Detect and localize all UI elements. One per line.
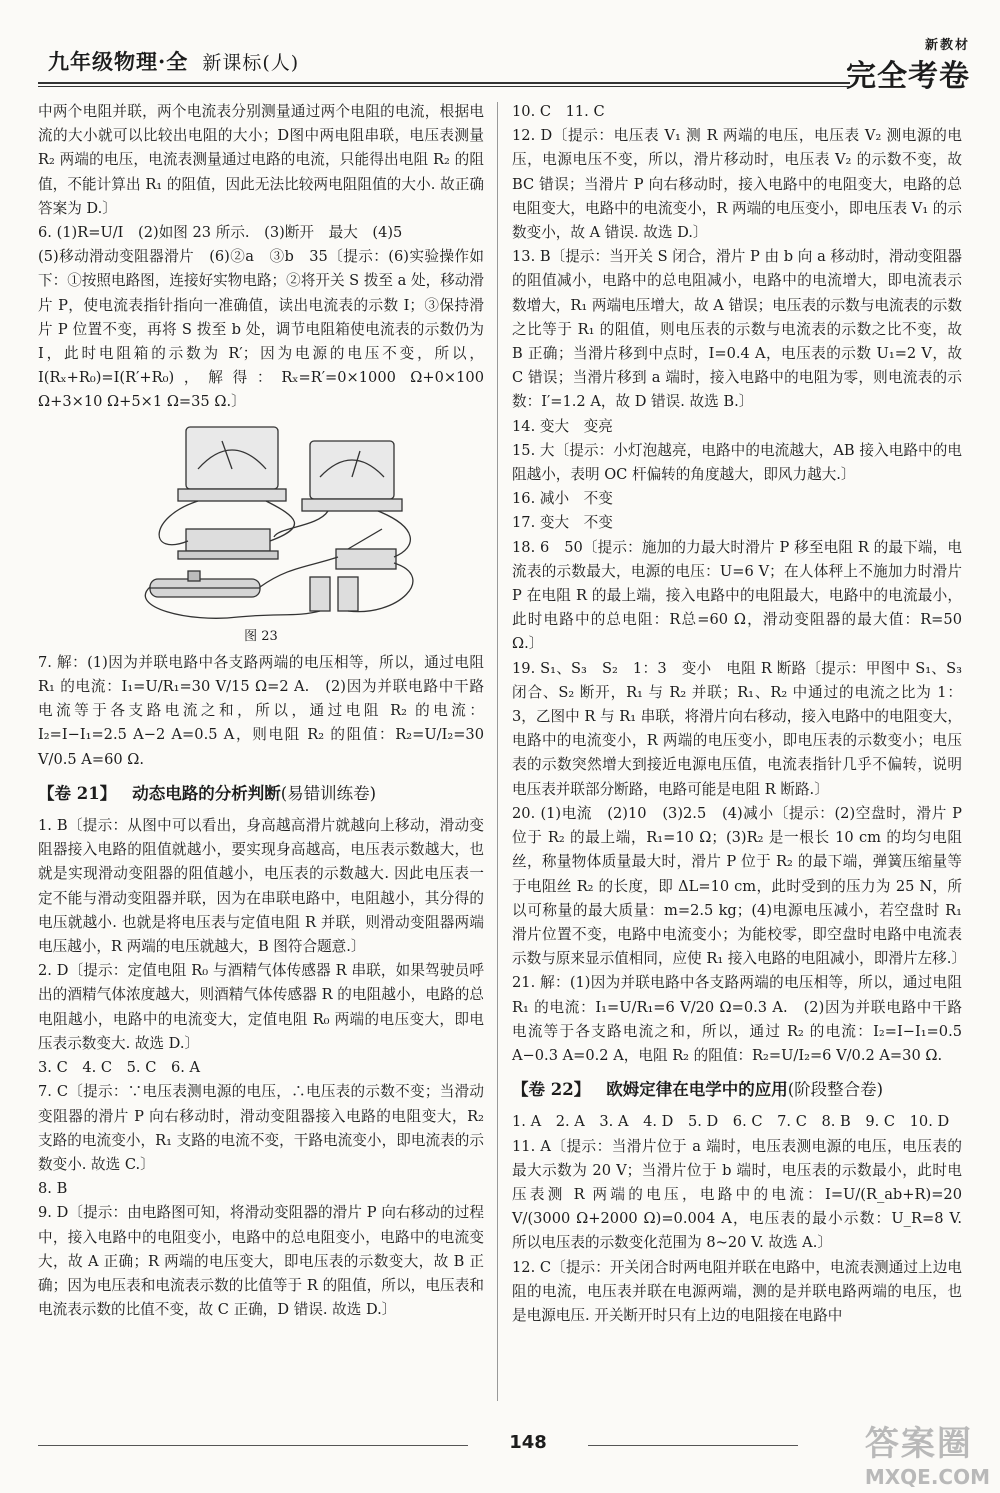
page-header bbox=[38, 40, 970, 100]
answer-item: 10. C 11. C bbox=[512, 103, 605, 120]
answer-item: 20. (1)电流 (2)10 (3)2.5 (4)减小〔提示：(2)空盘时，滑片 P 位于 R₂ 的最上端，R₁=10 Ω；(3)R₂ 是一根长 10 cm 的均匀电阻丝，称量物体质量最大时，滑片 P 位于 R₂ 的最下端，弹簧压缩量等于电阻丝 R₂ 的长度，即 ΔL=10 cm，此时受到的压力为 25 N，所以可称量的最大质量：m=2.5 kg；(4)电源电压减小，若空盘时 R₁ 滑片位置不变，电路中电流变小；为能校零，即空盘时电路中电流表示数与原来显示值相同，应使 R₁ 接入电路的电阻减小，即滑片左移.〕 bbox=[512, 804, 966, 968]
answer-item: 16. 减小 不变 bbox=[512, 490, 613, 508]
answer-item: 18. 6 50〔提示：施加的力最大时滑片 P 移至电阻 R 的最下端，电流表的示数最大，电源的电压：U=6 V；在人体秤上不施加力时滑片 P 在电阻 R 的最上端，接入电路中的电阻最大，电路中的电流最小，此时电路中的总电阻：R总=60 Ω，滑动变阻器的最大值：R=50 Ω.〕 bbox=[512, 538, 962, 653]
section-tag: (阶段整合卷) bbox=[787, 1080, 884, 1100]
section-title: 动态电路的分析判断 bbox=[132, 783, 281, 803]
section-tag: (易错训练卷) bbox=[280, 783, 377, 803]
answer-item: 9. D〔提示：由电路图可知，将滑动变阻器的滑片 P 向右移动的过程中，接入电路中的电阻变小，电路中的总电阻变小，电路中的电流变大，故 A 正确；R 两端的电压变大，即电压表的示数变大，故 B 正确；因为电压表和电流表示数的比值等于 R 的阻值，所以，电压表和电流表示数的比值不变，故 C 正确，D 错误. 故选 D.〕 bbox=[38, 1204, 484, 1319]
brand-logo bbox=[846, 34, 970, 95]
right-column bbox=[512, 100, 966, 1403]
answer-item: 21. 解：(1)因为并联电路中各支路两端的电压相等，所以，通过电阻 R₁ 的电流：I₁=U/R₁=6 V/20 Ω=0.3 A. (2)因为并联电路中干路电流等于各支路电流之和，所以，通过 R₂ 的电流：I₂=I−I₁=0.5 A−0.3 A=0.2 A，电阻 R₂ 的阻值：R₂=U/I₂=6 V/0.2 A=30 Ω. bbox=[512, 974, 962, 1064]
answer-item: 15. 大〔提示：小灯泡越亮，电路中的电流越大，AB 接入电路中的电阻越小，表明 OC 杆偏转的角度越大，即风力越大.〕 bbox=[512, 441, 962, 484]
footer-rule-right bbox=[588, 1445, 798, 1446]
answer-6-hint: (5)移动滑动变阻器滑片 (6)②a ③b 35〔提示：(6)实验操作如下：①按照电路图，连接好实物电路；②将开关 S 拨至 a 处，移动滑片 P，使电流表指针指向一准确值，读出电流表的示数 I；③保持滑片 P 位置不变，再将 S 拨至 b 处，调节电阻箱使电流表的示数仍为 I，此时电阻箱的示数为 R′；因为电源的电压不变，所以，I(Rₓ+R₀)=I(R′+R₀)，解得：Rₓ=R′=0×1000 Ω+0×100 Ω+3×10 Ω+5×1 Ω=35 Ω.〕 bbox=[38, 248, 484, 411]
section-number: 【卷 21】 bbox=[38, 783, 117, 803]
column-divider bbox=[497, 102, 498, 1401]
watermark bbox=[865, 1416, 990, 1489]
header-rule bbox=[38, 82, 850, 84]
section-title: 欧姆定律在电学中的应用 bbox=[606, 1080, 788, 1100]
answer-item: 13. B〔提示：当开关 S 闭合，滑片 P 由 b 向 a 移动时，滑动变阻器的阻值减小，电路中的总电阻减小，电路中的电流增大，即电流表示数增大，R₁ 两端电压增大，故 A 错误；电压表的示数与电流表的示数之比等于 R₁ 的阻值，则电压表的示数与电流表的示数之比不变，故 B 正确；当滑片移到中点时，I=0.4 A，电压表的示数 U₁=2 V，故 C 错误；当滑片移到 a 端时，接入电路中的电阻为零，则电流表的示数：I′=1.2 A，故 D 错误. 故选 B.〕 bbox=[512, 248, 962, 411]
answer-item: 3. C 4. C 5. C 6. A bbox=[38, 1059, 201, 1077]
circuit-figure bbox=[38, 417, 484, 625]
answer-item: 19. S₁、S₃ S₂ 1：3 变小 电阻 R 断路〔提示：甲图中 S₁、S₃ 闭合、S₂ 断开，R₁ 与 R₂ 并联；R₁、R₂ 中通过的电流之比为 1：3，乙图中 R 与 R₁ 串联，将滑片向右移动，接入电路中的电阻变大，电路中的电流变小，R 两端的电压变小，即电压表的示数变小；电压表的示数突然增大到接近电源电压值，电流表指针几乎不偏转，说明电压表并联部分断路，电路可能是电阻 R 断路.〕 bbox=[512, 659, 962, 798]
answer-item: 17. 变大 不变 bbox=[512, 514, 613, 532]
answer-item: 12. C〔提示：开关闭合时两电阻并联在电路中，电流表测通过上边电阻的电流，电压表并联在电源两端，测的是并联电路两端的电压，也是电源电压. 开关断开时只有上边的电阻接在电路中 bbox=[512, 1258, 962, 1324]
figure-caption: 图 23 bbox=[244, 628, 278, 644]
left-column bbox=[38, 100, 484, 1403]
answer-paragraph: 中两个电阻并联，两个电流表分别测量通过两个电阻的电流，根据电流的大小就可以比较出电阻的大小；D图中两电阻串联，电压表测量 R₂ 两端的电压，电流表测量通过电路的电流，只能得出电阻 R₂ 的阻值，不能计算出 R₁ 的阻值，因此无法比较两电阻阻值的大小. 故正确答案为 D.〕 bbox=[38, 103, 484, 217]
answer-7: 7. 解：(1)因为并联电路中各支路两端的电压相等，所以，通过电阻 R₁ 的电流：I₁=U/R₁=30 V/15 Ω=2 A. (2)因为并联电路中干路电流等于各支路电流之和，所以，通过电阻 R₂ 的电流：I₂=I−I₁=2.5 A−2 A=0.5 A，则电阻 R₂ 的阻值：R₂=U/I₂=30 V/0.5 A=60 Ω. bbox=[38, 653, 484, 768]
header-subtitle: 新课标(人) bbox=[202, 52, 300, 74]
answer-item: 1. A 2. A 3. A 4. D 5. D 6. C 7. C 8. B 9. C 10. D bbox=[512, 1113, 950, 1131]
section-heading-22 bbox=[512, 1078, 962, 1102]
section-number: 【卷 22】 bbox=[512, 1080, 591, 1100]
page-number: 148 bbox=[509, 1432, 547, 1453]
answer-item: 1. B〔提示：从图中可以看出，身高越高滑片就越向上移动，滑动变阻器接入电路的阻值就越小，要实现身高越高，电压表示数越大，也就是实现滑动变阻器的阻值越小，电压表的示数越大. 因此电压表一定不能与滑动变阻器并联，因为在串联电路中，电阻越小，其分得的电压就越小. 也就是将电压表与定值电阻 R 并联，则滑动变阻器两端电压越小，R 两端的电压就越大，B 图符合题意.〕 bbox=[38, 817, 484, 956]
answer-item: 14. 变大 变亮 bbox=[512, 417, 613, 435]
answer-item: 8. B bbox=[38, 1180, 68, 1198]
book-title bbox=[48, 46, 299, 76]
watermark-url: MXQE.COM bbox=[864, 1465, 990, 1489]
header-rule-thin bbox=[38, 86, 850, 87]
circuit-diagram bbox=[38, 417, 484, 625]
brand-big: 完全考卷 bbox=[846, 59, 970, 94]
answer-6: 6. (1)R=U/I (2)如图 23 所示. (3)断开 最大 (4)5 bbox=[38, 224, 403, 242]
answer-item: 12. D〔提示：电压表 V₁ 测 R 两端的电压，电压表 V₂ 测电源的电压，电源电压不变，所以，滑片移动时，电压表 V₂ 的示数不变，故 BC 错误；当滑片 P 向右移动时，接入电路中的电阻变大，电路的总电阻变大，电路中的电流变小，R 两端的电压变小，即电压表 V₁ 的示数变小，故 A 错误. 故选 D.〕 bbox=[512, 127, 963, 242]
answer-item: 2. D〔提示：定值电阻 R₀ 与酒精气体传感器 R 串联，如果驾驶员呼出的酒精气体浓度越大，则酒精气体传感器 R 的电阻越小，电路的总电阻越小，电路中的电流变大，定值电阻 R₀ 两端的电压变大，即电压表示数变大. 故选 D.〕 bbox=[38, 962, 484, 1052]
answer-item: 7. C〔提示：∵电压表测电源的电压，∴电压表的示数不变；当滑动变阻器的滑片 P 向右移动时，滑动变阻器接入电路的电阻变大，R₂ 支路的电流变小，R₁ 支路的电流不变，干路电流变小，即电流表的示数变小. 故选 C.〕 bbox=[38, 1083, 484, 1173]
header-title: 九年级物理·全 bbox=[48, 49, 189, 74]
footer-rule-left bbox=[38, 1445, 468, 1446]
page-footer bbox=[38, 1432, 970, 1462]
brand-small: 新教材 bbox=[924, 38, 970, 53]
answer-item: 11. A〔提示：当滑片位于 a 端时，电压表测电源的电压，电压表的最大示数为 20 V；当滑片位于 b 端时，电压表的示数最小，此时电压表测 R 两端的电压，电路中的电流：I=U/(R_ab+R)=20 V/(3000 Ω+2000 Ω)=0.004 A，电压表的最小示数：U_R=8 V. 所以电压表的示数变化范围为 8~20 V. 故选 A.〕 bbox=[512, 1137, 962, 1252]
watermark-text: 答案圈 bbox=[864, 1424, 973, 1464]
section-heading-21 bbox=[38, 782, 484, 806]
